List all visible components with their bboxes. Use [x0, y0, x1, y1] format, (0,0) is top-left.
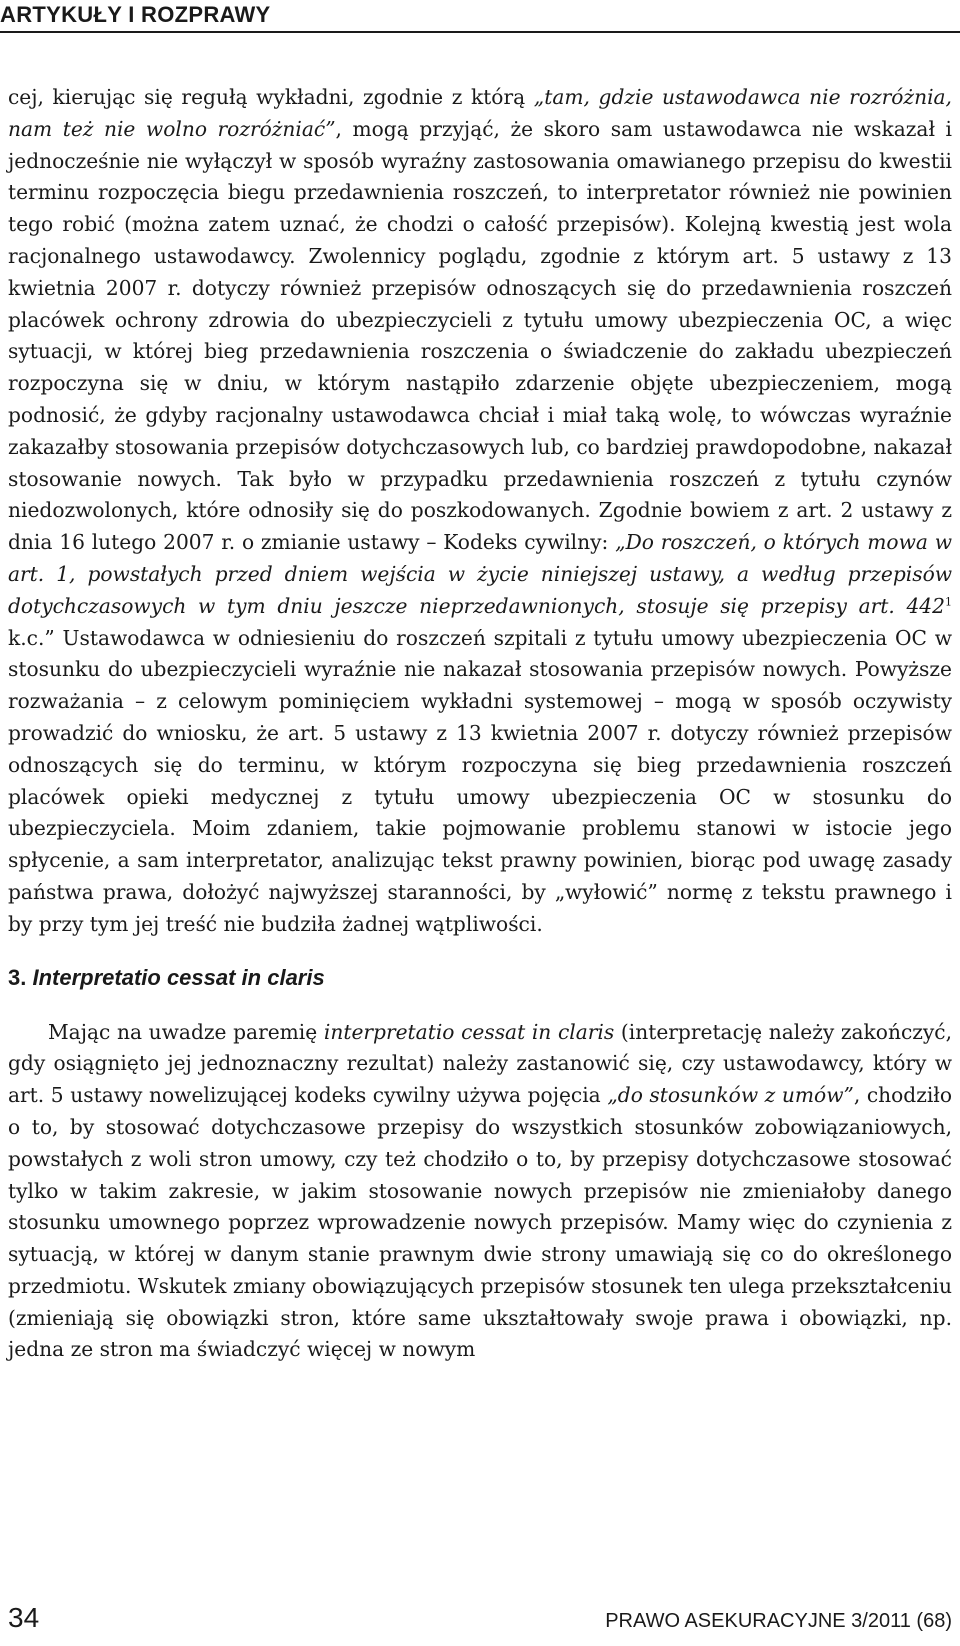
section-heading — [8, 963, 952, 993]
text-run: k.c.” Ustawodawca w odniesieniu do roszczeń szpitali z tytułu umowy ubezpieczenia OC w stosunku do ubezpieczycieli wyraźnie nie nakazał stosowania przepisów nowych. Powyższe rozważania – z celowym pominięciem wykładni systemowej – mogą w sposób oczywisty prowadzić do wniosku, że art. 5 ustawy z 13 kwietnia 2007 r. dotyczy również przepisów odnoszących się do terminu, w którym rozpoczyna się bieg przedawnienia roszczeń placówek opieki medycznej z tytułu umowy ubezpieczenia OC w stosunku do ubezpieczyciela. Moim zdaniem, takie pojmowanie problemu stanowi w istocie jego spłycenie, a sam interpretator, analizując tekst prawny powinien, biorąc pod uwagę zasady państwa prawa, dołożyć najwyższej staranności, by „wyłowić” normę z tekstu prawnego i by przy tym jej treść nie budziła żadnej wątpliwości. — [8, 625, 952, 936]
header-rule — [0, 31, 960, 33]
superscript: 1 — [945, 595, 952, 609]
section-header-title: ARTYKUŁY I ROZPRAWY — [0, 2, 271, 27]
quote-italic: „do stosunków z umów” — [607, 1083, 854, 1108]
quote-italic: „tam, gdzie ustawodawca nie rozróżnia, nam też nie wolno rozróżniać” — [8, 85, 952, 141]
page-footer — [0, 1602, 960, 1642]
page-header — [0, 0, 960, 34]
term-italic: interpretatio cessat in claris — [323, 1019, 615, 1044]
article-body — [8, 82, 952, 1366]
journal-citation: PRAWO ASEKURACYJNE 3/2011 (68) — [605, 1610, 952, 1632]
quote-italic: „Do roszczeń, o których mowa w art. 1, powstałych przed dniem wejścia w życie niniejszej ustawy, a według przepisów dotychczasowych w tym dniu jeszcze nieprzedawnionych, stosuje się przepisy art. 442 — [8, 530, 952, 618]
paragraph — [8, 1017, 952, 1367]
section-number: 3. — [8, 964, 27, 990]
section-title: Interpretatio cessat in claris — [32, 964, 325, 990]
page-number: 34 — [8, 1602, 40, 1633]
text-run: , chodziło o to, by stosować dotychczasowe przepisy do wszystkich stosunków zobowiązaniowych, powstałych z woli stron umowy, czy też chodziło o to, by przepisy dotychczasowe stosować tylko w takim zakresie, w jakim stosowanie nowych przepisów nie zmieniałoby danego stosunku umownego poprzez wprowadzenie nowych przepisów. Mamy więc do czynienia z sytuacją, w której w danym stanie prawnym dwie strony umawiają się co do określonego przedmiotu. Wskutek zmiany obowiązujących przepisów stosunek ten ulega przekształceniu (zmieniają się obowiązki stron, które same ukształtowały swoje prawa i obowiązki, np. jedna ze stron ma świadczyć więcej w nowym — [8, 1083, 952, 1362]
paragraph-continued — [8, 82, 952, 941]
text-run: cej, kierując się regułą wykładni, zgodnie z którą — [8, 85, 534, 109]
text-run: Mając na uwadze paremię — [48, 1019, 324, 1044]
text-run: (interpretację należy zakończyć, gdy osiągnięto jej jednoznaczny rezultat) należy zastanowić się, czy ustawodawcy, który w art. 5 ustawy nowelizującej kodeks cywilny używa pojęcia — [8, 1019, 953, 1108]
text-run: , mogą przyjąć, że skoro sam ustawodawca nie wskazał i jednocześnie nie wyłączył w sposób wyraźny zastosowania omawianego przepisu do kwestii terminu rozpoczęcia biegu przedawnienia roszczeń, to interpretator również nie powinien tego robić (można zatem uznać, że chodzi o całość przepisów). Kolejną kwestią jest wola racjonalnego ustawodawcy. Zwolennicy poglądu, zgodnie z którym art. 5 ustawy z 13 kwietnia 2007 r. dotyczy również przepisów odnoszących się do przedawnienia roszczeń placówek ochrony zdrowia do ubezpieczycieli z tytułu umowy ubezpieczenia OC, a więc sytuacji, w której bieg przedawnienia roszczenia o świadczenie do zakładu ubezpieczeń rozpoczyna się w dniu, w którym nastąpiło zdarzenie objęte ubezpieczeniem, mogą podnosić, że gdyby racjonalny ustawodawca chciał i miał taką wolę, to wówczas wyraźnie zakazałby stosowania przepisów dotychczasowych lub, co bardziej prawdopodobne, nakazał stosowanie nowych. Tak było w przypadku przedawnienia roszczeń z tytułu czynów niedozwolonych, które odnosiły się do poszkodowanych. Zgodnie bowiem z art. 2 ustawy z dnia 16 lutego 2007 r. o zmianie ustawy – Kodeks cywilny: — [8, 116, 952, 555]
